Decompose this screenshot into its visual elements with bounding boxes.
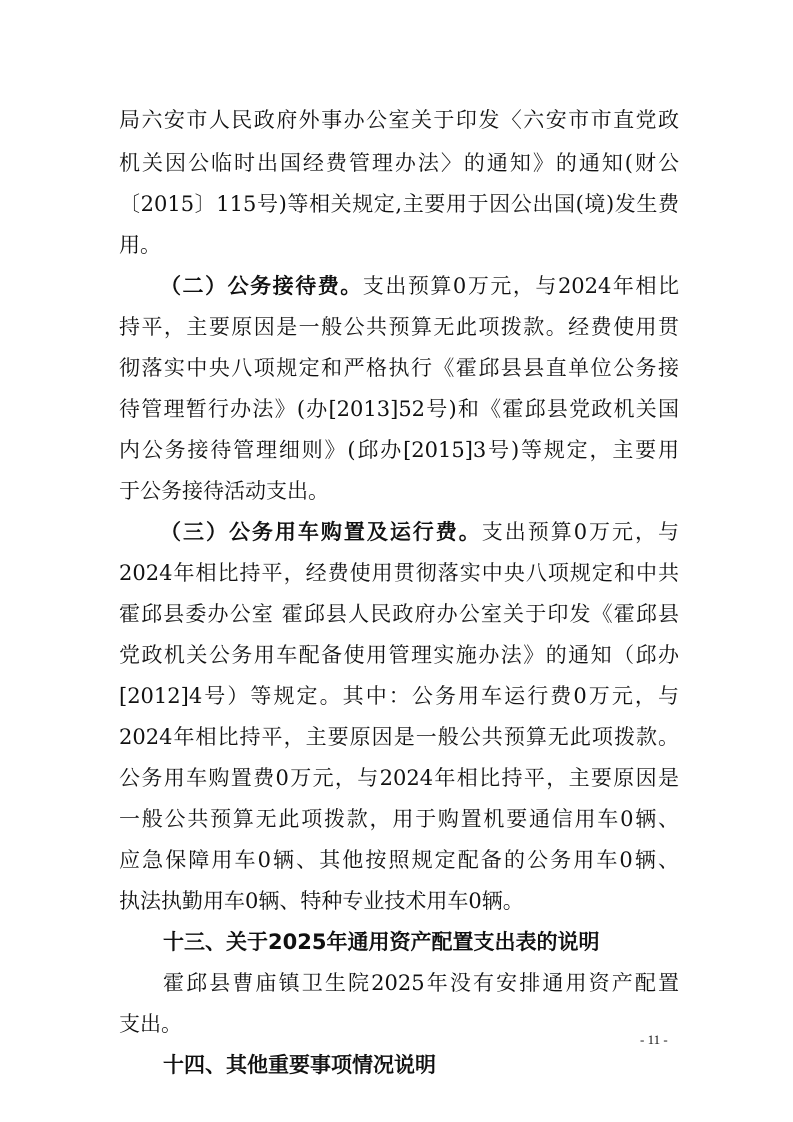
body-line: 机关因公临时出国经费管理办法〉的通知》的通知(财公 <box>119 151 679 175</box>
body-line: 党政机关公务用车配备使用管理实施办法》的通知（邱办 <box>119 643 679 667</box>
section-14-heading: 十四、其他重要事项情况说明 <box>163 1053 436 1077</box>
body-line: 霍邱县委办公室 霍邱县人民政府办公室关于印发《霍邱县 <box>119 602 679 626</box>
body-line: 2024年相比持平，经费使用贯彻落实中央八项规定和中共 <box>119 561 679 585</box>
body-line: 执法执勤用车0辆、特种专业技术用车0辆。 <box>119 889 524 913</box>
vehicles-first-line <box>160 515 679 549</box>
body-line: 霍邱县曹庙镇卫生院2025年没有安排通用资产配置 <box>163 971 679 995</box>
body-line: 于公务接待活动支出。 <box>119 479 329 503</box>
vehicles-title: （三）公务用车购置及运行费。 <box>160 519 482 544</box>
body-line: 内公务接待管理细则》(邱办[2015]3号)等规定，主要用 <box>119 438 679 462</box>
body-line: 局六安市人民政府外事办公室关于印发〈六安市市直党政 <box>119 108 679 132</box>
body-line: 〔2015〕115号)等相关规定,主要用于因公出国(境)发生费 <box>119 192 679 216</box>
body-line: 持平，主要原因是一般公共预算无此项拨款。经费使用贯 <box>119 315 679 339</box>
body-line: 支出。 <box>119 1012 182 1036</box>
body-line: 2024年相比持平，主要原因是一般公共预算无此项拨款。 <box>119 725 679 749</box>
body-line: [2012]4号）等规定。其中：公务用车运行费0万元，与 <box>119 684 679 708</box>
body-line: 应急保障用车0辆、其他按照规定配备的公务用车0辆、 <box>119 848 679 872</box>
body-line: 用。 <box>119 233 161 257</box>
body-line: 彻落实中央八项规定和严格执行《霍邱县县直单位公务接 <box>119 356 679 380</box>
page-number: - 11 - <box>640 1032 668 1047</box>
reception-title: （二）公务接待费。 <box>160 273 363 298</box>
reception-text: 支出预算0万元，与2024年相比 <box>362 274 679 298</box>
body-line: 公务用车购置费0万元，与2024年相比持平，主要原因是 <box>119 766 679 790</box>
reception-first-line <box>160 269 679 303</box>
vehicles-text: 支出预算0万元，与 <box>481 520 679 544</box>
body-line: 待管理暂行办法》(办[2013]52号)和《霍邱县党政机关国 <box>119 397 679 421</box>
section-13-heading: 十三、关于2025年通用资产配置支出表的说明 <box>163 930 600 954</box>
body-line: 一般公共预算无此项拨款，用于购置机要通信用车0辆、 <box>119 807 679 831</box>
